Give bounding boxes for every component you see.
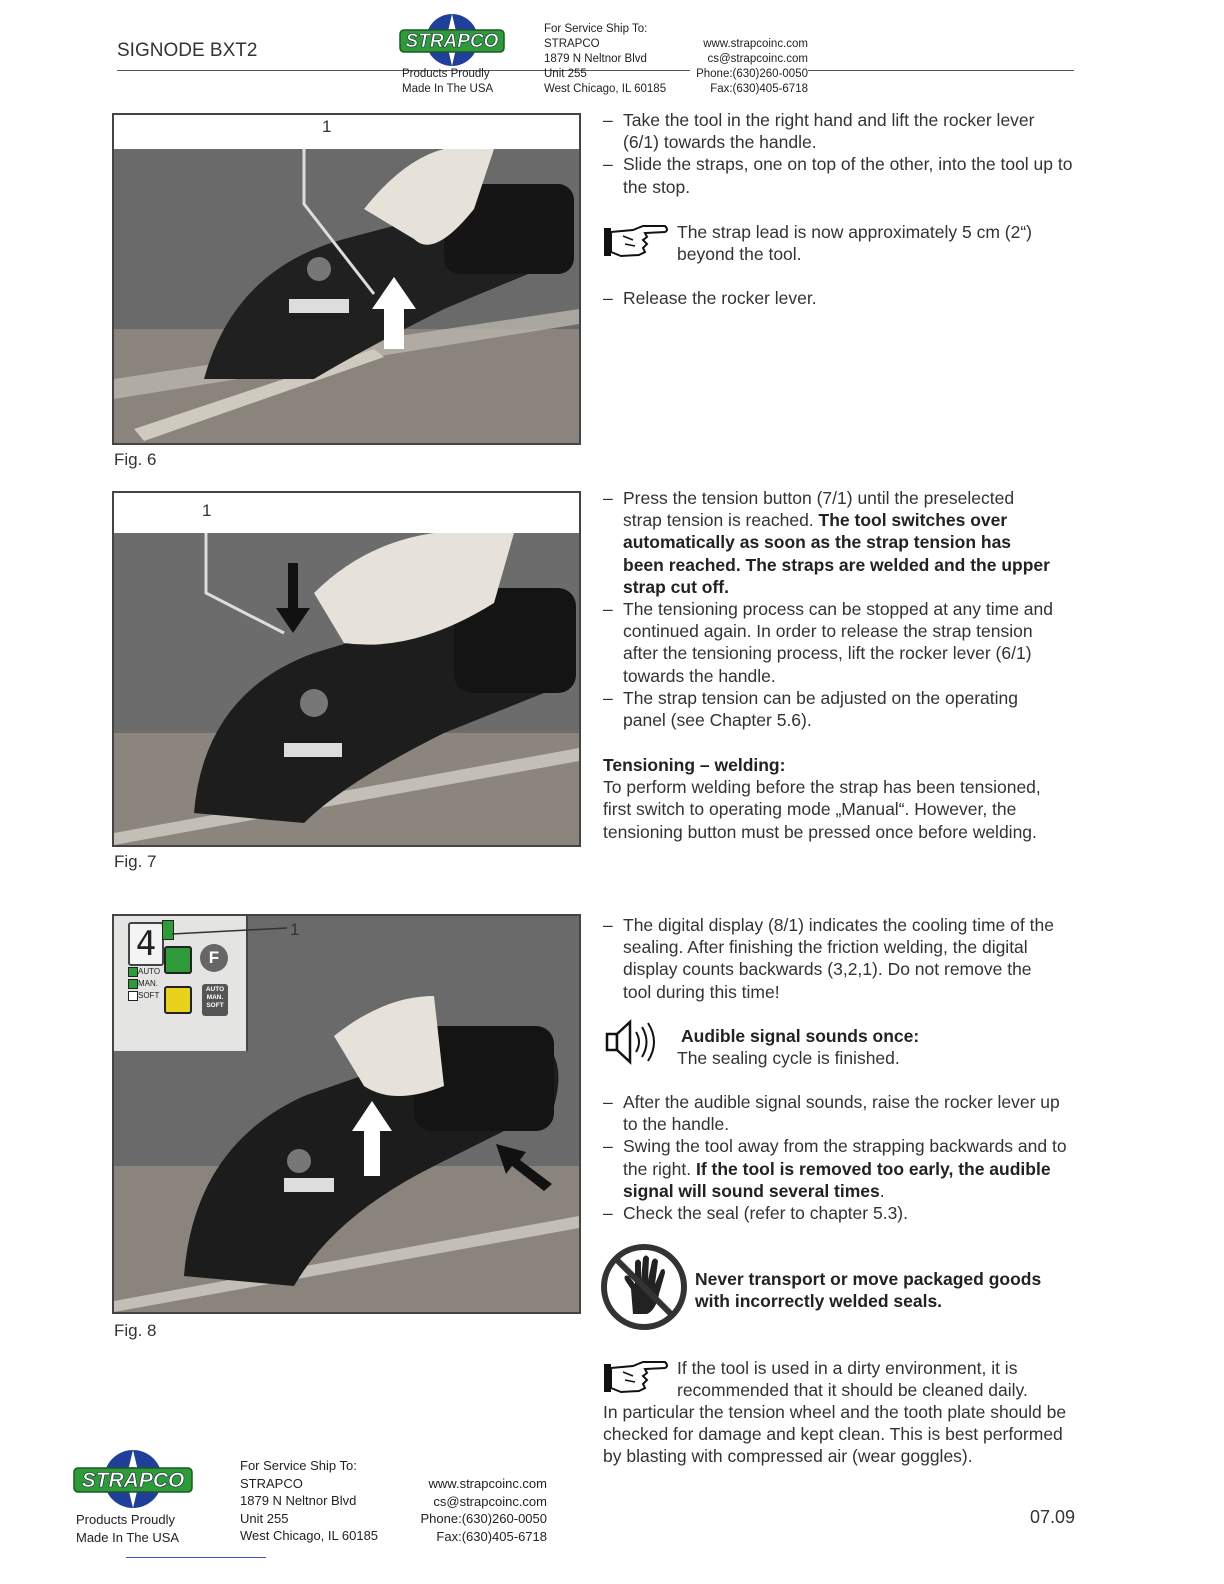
contact-line: Fax:(630)405-6718 <box>710 83 808 95</box>
pointing-hand-icon <box>603 1358 669 1396</box>
address-line: 1879 N Neltnor Blvd <box>544 53 647 65</box>
paragraph: To perform welding before the strap has been tensioned, first switch to operating mode „Manual“. However, the tensioning button must be pressed once before welding. <box>603 777 1041 842</box>
address-line: West Chicago, IL 60185 <box>240 1528 379 1544</box>
bullet-item: – The strap tension can be adjusted on the operating panel (see Chapter 5.6). <box>603 687 1018 731</box>
contact-line: Fax:(630)405-6718 <box>436 1528 547 1544</box>
footer-service-address <box>240 1457 378 1545</box>
figure-7 <box>112 491 581 847</box>
footer-tagline <box>76 1511 179 1547</box>
section-3-intro <box>603 914 1063 1003</box>
address-line: STRAPCO <box>240 1475 303 1491</box>
f-key: F <box>200 944 228 972</box>
mode-led <box>128 979 138 989</box>
figure-8-label: Fig. 8 <box>114 1321 157 1340</box>
figure-6-callout: 1 <box>322 117 332 136</box>
weld-key <box>164 986 192 1014</box>
address-line: Unit 255 <box>544 68 587 80</box>
tagline-line: Products Proudly <box>76 1512 175 1527</box>
prohibition-hand-icon <box>601 1244 687 1330</box>
figure-8-photo <box>114 916 579 1312</box>
address-line: STRAPCO <box>544 38 600 50</box>
section-heading: Tensioning – welding: <box>603 755 786 775</box>
header-tagline <box>402 67 493 97</box>
strapco-logo <box>398 12 506 68</box>
note-strap-lead: The strap lead is now approximately 5 cm (2“) beyond the tool. <box>677 222 1032 265</box>
address-line: For Service Ship To: <box>544 23 648 35</box>
digital-display: 4 <box>128 922 164 966</box>
tagline-line: Made In The USA <box>402 83 494 95</box>
page-number: 07.09 <box>1030 1507 1076 1527</box>
logo-text: STRAPCO <box>81 1469 185 1492</box>
contact-line: cs@strapcoinc.com <box>433 1493 547 1509</box>
contact-line: Phone:(630)260-0050 <box>696 68 808 80</box>
document-title: SIGNODE BXT2 <box>117 40 258 61</box>
address-line: 1879 N Neltnor Blvd <box>240 1493 357 1509</box>
logo-text: STRAPCO <box>405 31 499 52</box>
bullet-item: – Take the tool in the right hand and lift the rocker lever (6/1) towards the handle. <box>603 110 1035 153</box>
contact-line: cs@strapcoinc.com <box>707 53 808 65</box>
section-2 <box>603 487 1053 731</box>
tension-key <box>164 946 192 974</box>
figure-6 <box>112 113 581 445</box>
figure-7-callout: 1 <box>202 501 212 520</box>
cleaning-note-detail: In particular the tension wheel and the tooth plate should be checked for damage and kept clean. This is best performed by blasting with compressed air (wear goggles). <box>603 1402 1067 1467</box>
section-3-steps <box>603 1091 1073 1224</box>
speaker-icon <box>604 1018 662 1066</box>
tagline-line: Products Proudly <box>402 68 490 80</box>
bullet-item: – Press the tension button (7/1) until the preselected strap tension is reached. The tool switches over automatically as soon as the strap tension has been reached. The straps are welded and the upper strap cut off. <box>603 488 1050 597</box>
figure-8-leader-line <box>162 922 292 942</box>
bullet-item: – The digital display (8/1) indicates the cooling time of the sealing. After finishing the friction welding, the digital display counts backwards (3,2,1). Do not remove the tool during this time! <box>603 915 1054 1002</box>
address-line: Unit 255 <box>240 1510 289 1526</box>
section-1 <box>603 109 1073 198</box>
address-line: For Service Ship To: <box>240 1458 357 1473</box>
warning-text: Never transport or move packaged goods with incorrectly welded seals. <box>695 1269 1042 1312</box>
bullet-item: – Slide the straps, one on top of the other, into the tool up to the stop. <box>603 154 1073 197</box>
strapco-logo-footer <box>72 1448 194 1510</box>
mode-led <box>128 991 138 1001</box>
tagline-line: Made In The USA <box>76 1530 180 1545</box>
mode-key: AUTO MAN. SOFT <box>202 984 228 1016</box>
figure-6-photo <box>114 149 579 443</box>
contact-line: Phone:(630)260-0050 <box>420 1511 547 1527</box>
figure-8-callout: 1 <box>290 920 300 939</box>
footer-contact <box>400 1475 547 1545</box>
bullet-item: – Swing the tool away from the strapping backwards and to the right. If the tool is removed too early, the audible signal will sound several times. <box>603 1136 1067 1201</box>
bullet-item: – Release the rocker lever. <box>603 288 817 308</box>
mode-led <box>128 967 138 977</box>
contact-line: www.strapcoinc.com <box>428 1476 547 1491</box>
footer-link-underline <box>126 1557 266 1558</box>
address-line: West Chicago, IL 60185 <box>544 83 667 95</box>
tension-welding-block <box>603 754 1073 843</box>
bullet-item: – The tensioning process can be stopped at any time and continued again. In order to release the strap tension after the tensioning process, lift the rocker lever (6/1) towards the handle. <box>603 599 1053 686</box>
cleaning-note: If the tool is used in a dirty environment, it is recommended that it should be cleaned daily. <box>677 1358 1028 1401</box>
figure-6-label: Fig. 6 <box>114 450 157 469</box>
header-service-address <box>544 22 666 97</box>
audible-signal-note: Audible signal sounds once: The sealing cycle is finished. <box>677 1026 920 1069</box>
figure-8 <box>112 914 581 1314</box>
figure-7-photo <box>114 533 579 845</box>
mode-indicators: AUTO MAN. SOFT <box>128 966 160 1002</box>
figure-7-label: Fig. 7 <box>114 852 157 871</box>
contact-line: www.strapcoinc.com <box>703 38 808 50</box>
header-contact <box>690 37 808 97</box>
bullet-item: – Check the seal (refer to chapter 5.3). <box>603 1203 908 1224</box>
bullet-item: – After the audible signal sounds, raise the rocker lever up to the handle. <box>603 1092 1060 1135</box>
pointing-hand-icon <box>603 222 669 260</box>
